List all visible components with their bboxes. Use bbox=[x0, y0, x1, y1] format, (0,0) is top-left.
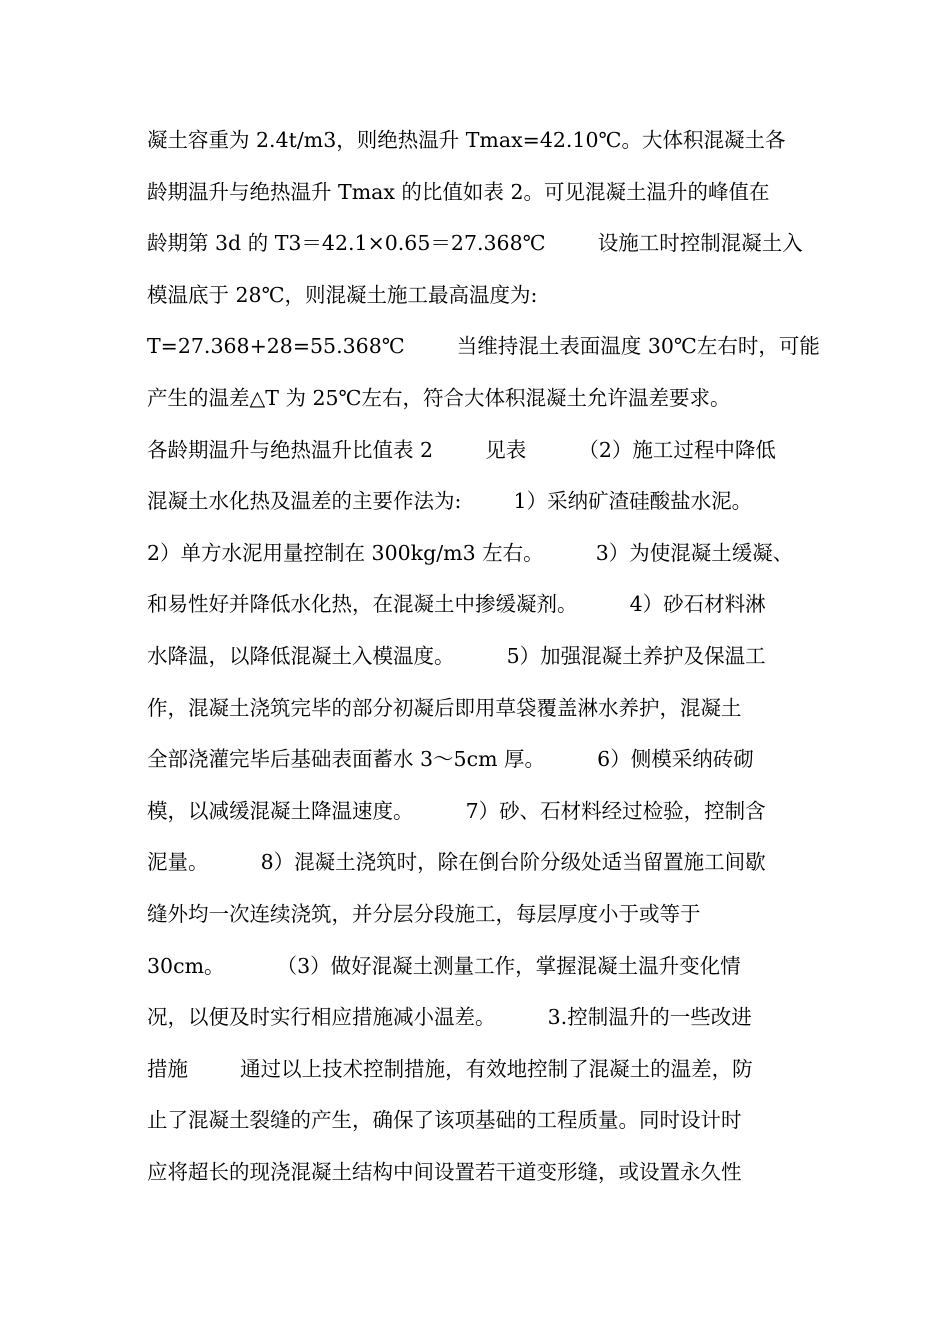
text-line: 缝外均一次连续浇筑，并分层分段施工，每层厚度小于或等于 bbox=[147, 901, 701, 926]
text-line: 和易性好并降低水化热，在混凝土中掺缓凝剂。 4）砂石材料淋 bbox=[147, 592, 766, 617]
text-line: 混凝土水化热及温差的主要作法为: 1）采纳矿渣硅酸盐水泥。 bbox=[147, 489, 753, 514]
text-line: 模温底于 28℃，则混凝土施工最高温度为: bbox=[147, 282, 538, 307]
text-line: 龄期第 3d 的 T3＝42.1×0.65＝27.368℃ 设施工时控制混凝土入 bbox=[147, 231, 803, 256]
text-line: 龄期温升与绝热温升 Tmax 的比值如表 2。可见混凝土温升的峰值在 bbox=[147, 179, 770, 204]
text-line: 各龄期温升与绝热温升比值表 2 见表 （2）施工过程中降低 bbox=[147, 437, 776, 462]
text-line: 止了混凝土裂缝的产生，确保了该项基础的工程质量。同时设计时 bbox=[147, 1108, 742, 1133]
text-line: 凝土容重为 2.4t/m3，则绝热温升 Tmax=42.10℃。大体积混凝土各 bbox=[147, 128, 786, 152]
text-line: 全部浇灌完毕后基础表面蓄水 3～5cm 厚。 6）侧模采纳砖砌 bbox=[147, 747, 754, 772]
text-line: 30cm。 （3）做好混凝土测量工作，掌握混凝土温升变化情 bbox=[147, 953, 741, 978]
text-line: 模，以减缓混凝土降温速度。 7）砂、石材料经过检验，控制含 bbox=[147, 798, 766, 823]
text-line: T=27.368+28=55.368℃ 当维持混土表面温度 30℃左右时，可能 bbox=[147, 334, 820, 359]
text-line: 泥量。 8）混凝土浇筑时，除在倒台阶分级处适当留置施工间歇 bbox=[147, 850, 766, 875]
text-line: 产生的温差△T 为 25℃左右，符合大体积混凝土允许温差要求。 bbox=[147, 385, 731, 410]
text-line: 措施 通过以上技术控制措施，有效地控制了混凝土的温差，防 bbox=[147, 1056, 753, 1081]
body-text bbox=[147, 115, 827, 1198]
text-line: 况，以便及时实行相应措施减小温差。 3.控制温升的一些改进 bbox=[147, 1005, 752, 1030]
text-line: 应将超长的现浇混凝土结构中间设置若干道变形缝，或设置永久性 bbox=[147, 1159, 742, 1184]
text-line: 水降温，以降低混凝土入模温度。 5）加强混凝土养护及保温工 bbox=[147, 643, 766, 668]
text-line: 作，混凝土浇筑完毕的部分初凝后即用草袋覆盖淋水养护，混凝土 bbox=[147, 695, 742, 720]
text-line: 2）单方水泥用量控制在 300kg/m3 左右。 3）为使混凝土缓凝、 bbox=[147, 540, 794, 565]
